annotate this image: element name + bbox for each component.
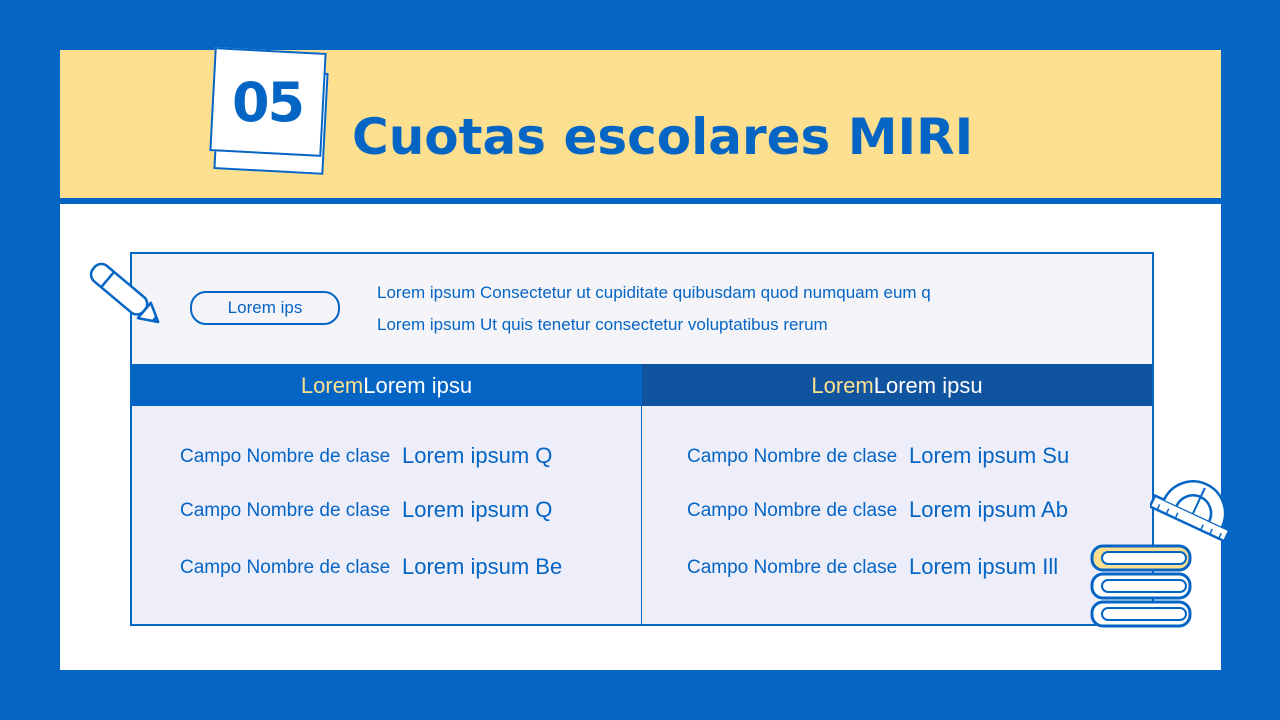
books-stack-icon <box>1088 542 1196 632</box>
table-row-value: Lorem ipsum Su <box>909 443 1070 468</box>
pencil-icon <box>78 252 174 338</box>
intro-line-2: Lorem ipsum Ut quis tenetur consectetur voluptatibus rerum <box>377 315 828 334</box>
table-row-label: Campo Nombre de clase <box>180 500 391 521</box>
slide-number: 05 <box>232 70 304 134</box>
intro-line-1: Lorem ipsum Consectetur ut cupiditate quibusdam quod numquam eum q <box>377 283 931 302</box>
table-row-value: Lorem ipsum Ab <box>909 497 1068 522</box>
intro-panel <box>132 254 1152 365</box>
column-header-accent: Lorem <box>811 373 874 398</box>
fees-table <box>130 252 1154 626</box>
header-band <box>60 50 1221 198</box>
table-row-label: Campo Nombre de clase <box>687 500 898 521</box>
table-row-value: Lorem ipsum Q <box>402 497 553 522</box>
column-divider <box>641 364 642 624</box>
column-header-text: Lorem ipsu <box>873 373 983 398</box>
page-title: Cuotas escolares MIRI <box>352 108 974 166</box>
table-row-label: Campo Nombre de clase <box>180 446 391 467</box>
intro-pill-label: Lorem ips <box>190 291 340 325</box>
column-header-text: Lorem ipsu <box>363 373 473 398</box>
table-row-value: Lorem ipsum Q <box>402 443 553 468</box>
table-row-value: Lorem ipsum Ill <box>909 554 1059 579</box>
column-header-accent: Lorem <box>300 373 364 398</box>
table-row-value: Lorem ipsum Be <box>402 554 563 579</box>
column-header-left <box>132 364 641 406</box>
table-row-label: Campo Nombre de clase <box>687 446 898 467</box>
table-row-label: Campo Nombre de clase <box>687 557 898 578</box>
column-header-right <box>642 364 1152 406</box>
protractor-icon <box>1150 468 1242 546</box>
number-tile <box>209 47 326 157</box>
header-divider <box>60 198 1221 204</box>
table-row-label: Campo Nombre de clase <box>180 557 391 578</box>
